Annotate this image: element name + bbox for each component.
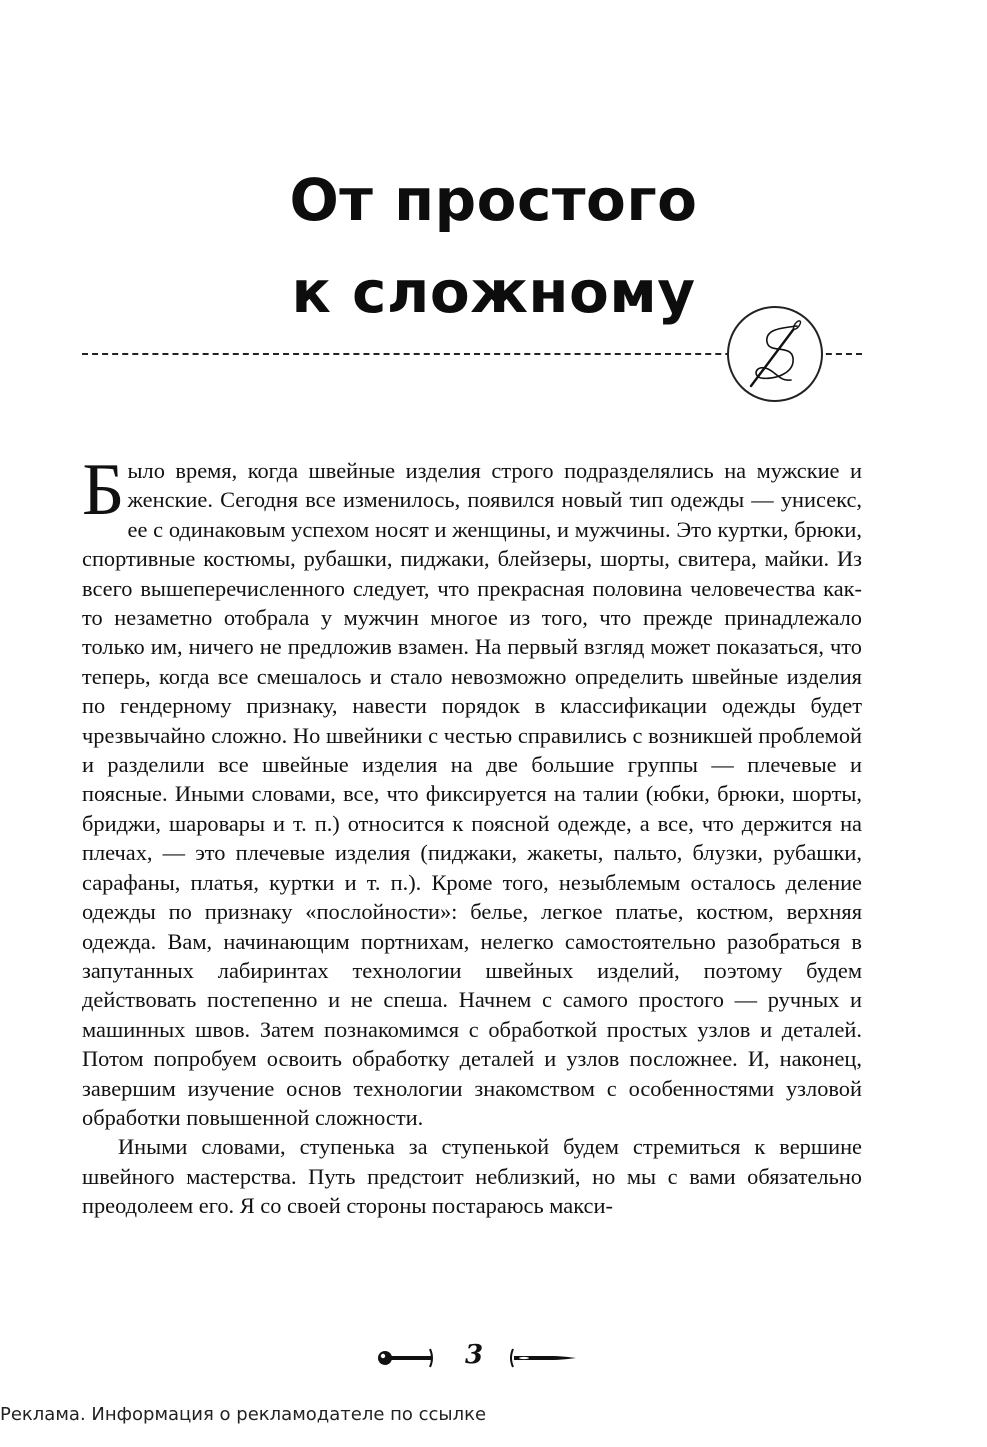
page-folio [0, 1338, 987, 1378]
pin-icon [376, 1346, 436, 1370]
paragraph-1 [82, 449, 862, 1132]
body-text [82, 449, 862, 1221]
paragraph-2: Иными словами, ступенька за ступенькой будем стремиться к вершине швейного мастерства. Путь предстоит неблизкий, но мы с вами обязательно преодолеем его. Я со своей стороны постараюсь макси- [82, 1134, 862, 1219]
needle-icon [508, 1346, 578, 1370]
drop-cap: Б [82, 449, 125, 531]
advertisement-notice[interactable]: Реклама. Информация о рекламодателе по ссылке [0, 1404, 487, 1425]
page-number: 3 [464, 1340, 484, 1370]
chapter-title-line-1: От простого [289, 166, 698, 234]
needle-thread-icon [729, 308, 821, 400]
needle-thread-badge [727, 306, 823, 402]
chapter-title-line-2: к сложному [291, 258, 696, 326]
paragraph-1-text: ыло время, когда швейные изделия строго подразделялись на мужские и женские. Сегодня все изменилось, появился новый тип одежды — унисекс, ее с одинаковым успехом носят и женщины, и мужчины. Это куртки, брюки, спортивные костюмы, рубашки, пиджаки, блейзеры, шорты, свитера, майки. Из всего вышеперечисленного следует, что прекрасная половина человечества как-то незаметно отобрала у мужчин многое из того, что прежде принадлежало только им, ничего не предложив взамен. На первый взгляд может показаться, что теперь, когда все смешалось и стало невозможно определить швейные изделия по гендерному признаку, навести порядок в классификации одежды будет чрезвычайно сложно. Но швейники с честью справились с возникшей проблемой и разделили все швейные изделия на две большие группы — плечевые и поясные. Иными словами, все, что фиксируется на талии (юбки, брюки, шорты, бриджи, шаровары и т. п.) относится к поясной одежде, а все, что держится на плечах, — это плечевые изделия (пиджаки, жакеты, пальто, блузки, рубашки, сарафаны, платья, куртки и т. п.). Кроме того, незыблемым осталось деление одежды по признаку «послойности»: белье, легкое платье, костюм, верхняя одежда. Вам, начинающим портнихам, нелегко самостоятельно разобраться в запутанных лабиринтах технологии швейных изделий, поэтому будем действовать постепенно и не спеша. Начнем с самого простого — ручных и машинных швов. Затем познакомимся с обработкой простых узлов и деталей. Потом попробуем освоить обработку деталей и узлов посложнее. И, наконец, завершим изучение основ технологии знакомством с особенностями узловой обработки повышенной сложности. [82, 458, 862, 1130]
